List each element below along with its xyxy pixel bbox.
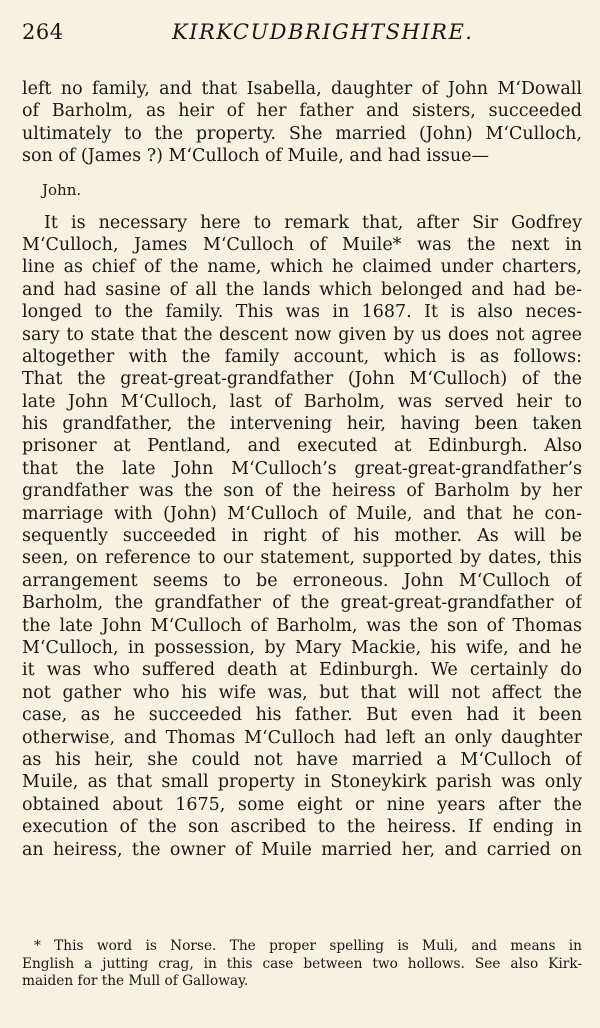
- text-line: sary to state that the descent now given by us does not agree: [22, 324, 582, 345]
- text-line: line as chief of the name, which he claimed under charters,: [22, 257, 582, 278]
- text-line: arrangement seems to be erroneous. John M‘Culloch of: [22, 570, 582, 591]
- text-line: longed to the family. This was in 1687. It is also neces-: [22, 302, 582, 323]
- text-line: of Barholm, as heir of her father and sisters, succeeded: [22, 101, 582, 122]
- text-line: marriage with (John) M‘Culloch of Muile, and that he con-: [22, 503, 582, 524]
- text-line: ultimately to the property. She married (John) M‘Culloch,: [22, 123, 582, 144]
- footnote-line: * This word is Norse. The proper spelling is Muli, and means in: [34, 938, 582, 954]
- text-line: execution of the son ascribed to the heiress. If ending in: [22, 817, 582, 838]
- text-line: that the late John M‘Culloch’s great-great-grandfather’s: [22, 458, 582, 479]
- text-line: seen, on reference to our statement, supported by dates, this: [22, 548, 582, 569]
- footnote-line: English a jutting crag, in this case between two hollows. See also Kirk-: [22, 955, 582, 972]
- text-line: That the great-great-grandfather (John M‘Culloch) of the: [22, 369, 582, 390]
- text-line: not gather who his wife was, but that will not affect the: [22, 682, 582, 703]
- text-line: Barholm, the grandfather of the great-great-grandfather of: [22, 593, 582, 614]
- text-line: an heiress, the owner of Muile married her, and carried on: [22, 839, 582, 860]
- text-line: son of (James ?) M‘Culloch of Muile, and had issue—: [22, 146, 490, 167]
- text-line: it was who suffered death at Edinburgh. We certainly do: [22, 660, 582, 681]
- text-line: his grandfather, the intervening heir, having been taken: [22, 414, 582, 435]
- text-line: late John M‘Culloch, last of Barholm, was served heir to: [22, 391, 582, 412]
- text-line: M‘Culloch, James M‘Culloch of Muile* was the next in: [22, 234, 582, 255]
- text-line: left no family, and that Isabella, daughter of John M‘Dowall: [22, 79, 582, 99]
- footnote-line: maiden for the Mull of Galloway.: [22, 973, 249, 990]
- text-line: and had sasine of all the lands which belonged and had be-: [22, 279, 582, 300]
- text-line: the late John M‘Culloch of Barholm, was the son of Thomas: [22, 615, 582, 636]
- text-line: M‘Culloch, in possession, by Mary Mackie, his wife, and he: [22, 637, 582, 658]
- page-number: 264: [22, 20, 64, 44]
- issue-name: John.: [42, 180, 82, 199]
- running-title: KIRKCUDBRIGHTSHIRE.: [172, 20, 474, 44]
- text-line: Muile, as that small property in Stoneykirk parish was only: [22, 772, 582, 793]
- text-line: altogether with the family account, which is as follows:: [22, 346, 582, 367]
- text-line: as his heir, she could not have married a M‘Culloch of: [22, 749, 582, 770]
- text-line: sequently succeeded in right of his mother. As will be: [22, 526, 582, 547]
- text-line: case, as he succeeded his father. But even had it been: [22, 705, 582, 726]
- text-line: obtained about 1675, some eight or nine years after the: [22, 794, 582, 815]
- text-line: otherwise, and Thomas M‘Culloch had left an only daughter: [22, 727, 582, 748]
- footnote: [22, 938, 582, 991]
- text-line: prisoner at Pentland, and executed at Edinburgh. Also: [22, 436, 582, 457]
- text-line: It is necessary here to remark that, after Sir Godfrey: [44, 212, 582, 233]
- text-line: grandfather was the son of the heiress of Barholm by her: [22, 481, 582, 502]
- page-header: [22, 20, 582, 50]
- main-text: [22, 78, 582, 861]
